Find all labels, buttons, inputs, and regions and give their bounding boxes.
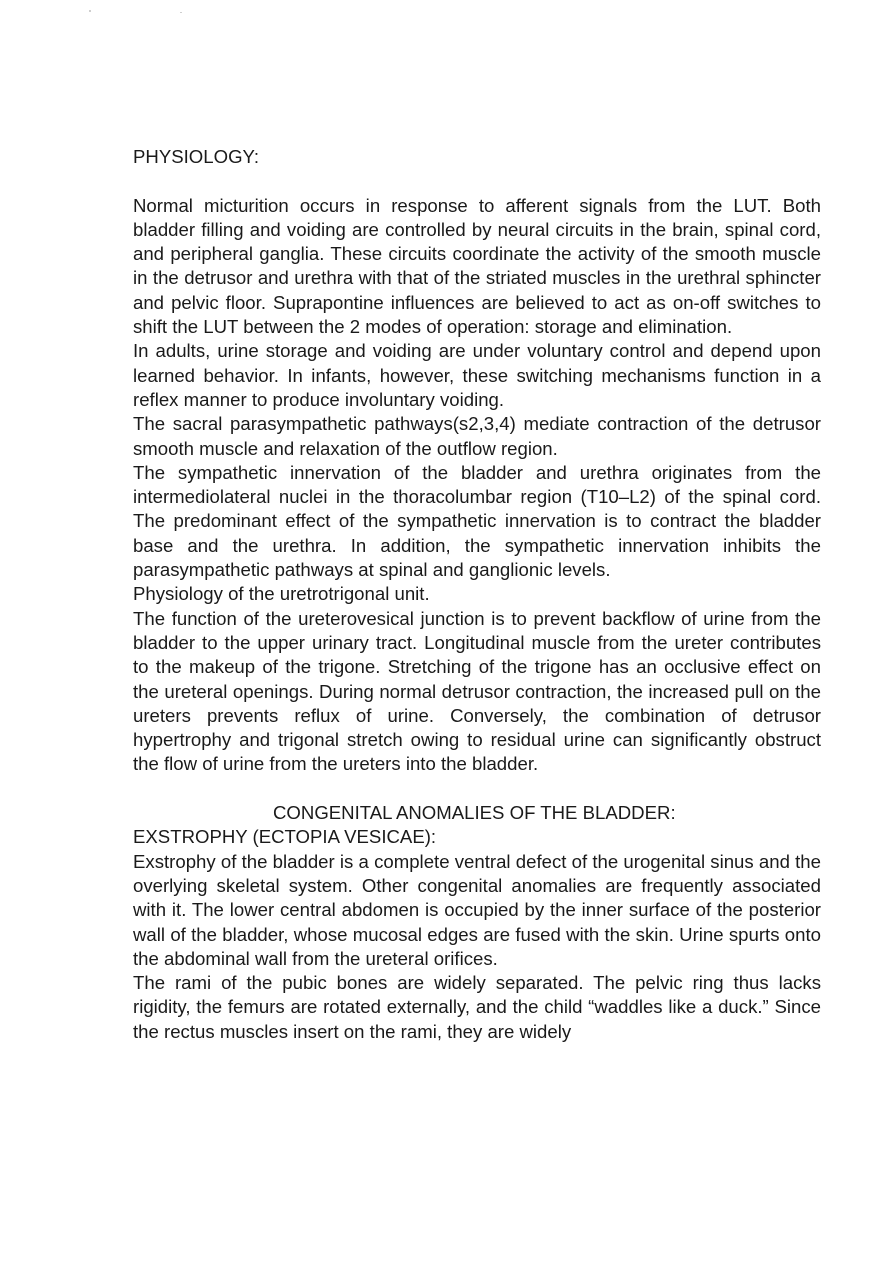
section-heading-congenital-anomalies: CONGENITAL ANOMALIES OF THE BLADDER: — [273, 802, 676, 824]
scan-speck — [180, 12, 182, 13]
paragraph: Physiology of the uretrotrigonal unit. — [133, 583, 430, 605]
document-body — [133, 145, 821, 1044]
paragraph: In adults, urine storage and voiding are under voluntary control and depend upon learned behavior. In infants, however, these switching mechanisms function in a reflex manner to produce involuntary voiding. — [133, 340, 821, 410]
subheading-exstrophy: EXSTROPHY (ECTOPIA VESICAE): — [133, 826, 437, 848]
paragraph: The sacral parasympathetic pathways(s2,3,4) mediate contraction of the detrusor smooth muscle and relaxation of the outflow region. — [133, 413, 821, 459]
paragraph: Normal micturition occurs in response to afferent signals from the LUT. Both bladder filling and voiding are controlled by neural circuits in the brain, spinal cord, and peripheral ganglia. These circuits coordinate the activity of the smooth muscle in the detrusor and urethra with that of the striated muscles in the urethral sphincter and pelvic floor. Suprapontine influences are believed to act as on-off switches to shift the LUT between the 2 modes of operation: storage and elimination. — [133, 194, 821, 338]
paragraph: The rami of the pubic bones are widely separated. The pelvic ring thus lacks rigidity, the femurs are rotated externally, and the child “waddles like a duck.” Since the rectus muscles insert on the rami, they are widely — [133, 972, 821, 1042]
blank-line — [133, 777, 821, 801]
paragraph: Exstrophy of the bladder is a complete ventral defect of the urogenital sinus and the overlying skeletal system. Other congenital anomalies are frequently associated with it. The lower central abdomen is occupied by the inner surface of the posterior wall of the bladder, whose mucosal edges are fused with the skin. Urine spurts onto the abdominal wall from the ureteral orifices. — [133, 850, 821, 969]
section-heading-physiology: PHYSIOLOGY: — [133, 146, 260, 167]
blank-line — [133, 169, 821, 193]
paragraph: The function of the ureterovesical junction is to prevent backflow of urine from the bladder to the upper urinary tract. Longitudinal muscle from the ureter contributes to the makeup of the trigone. Stretching of the trigone has an occlusive effect on the ureteral openings. During normal detrusor contraction, the increased pull on the ureters prevents reflux of urine. Conversely, the combination of detrusor hypertrophy and trigonal stretch owing to residual urine can significantly obstruct the flow of urine from the ureters into the bladder. — [133, 607, 821, 775]
paragraph: The sympathetic innervation of the bladder and urethra originates from the intermediolateral nuclei in the thoracolumbar region (T10–L2) of the spinal cord. The predominant effect of the sympathetic innervation is to contract the bladder base and the urethra. In addition, the sympathetic innervation inhibits the parasympathetic pathways at spinal and ganglionic levels. — [133, 461, 821, 581]
scan-speck — [89, 10, 91, 12]
